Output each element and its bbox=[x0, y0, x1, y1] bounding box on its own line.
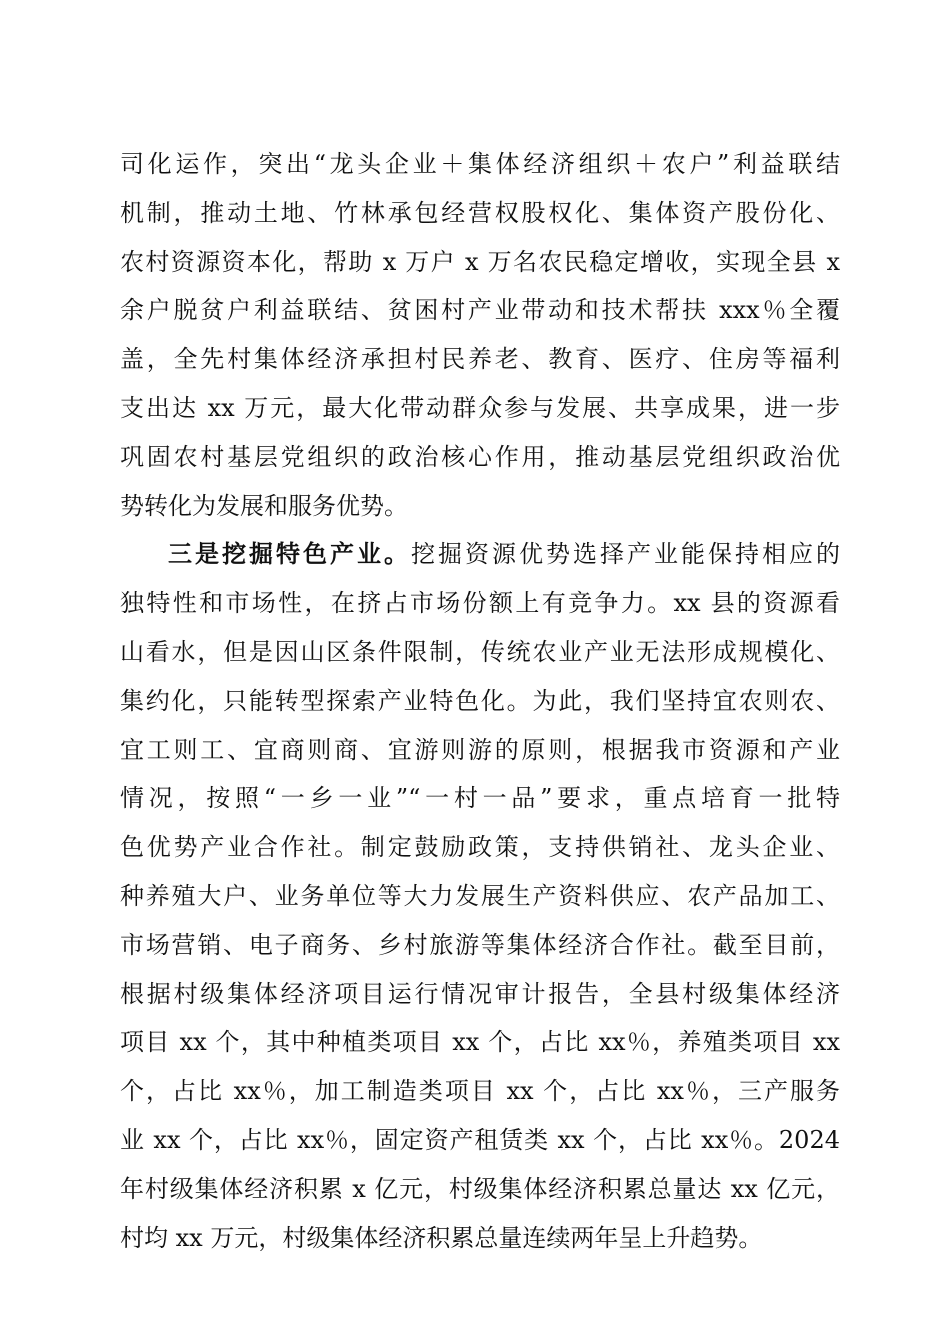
paragraph-line: 山看水，但是因山区条件限制，传统农业产业无法形成规模化、 bbox=[120, 637, 840, 666]
paragraph-line: 余户脱贫户利益联结、贫困村产业带动和技术帮扶 xxx％全覆 bbox=[120, 296, 840, 325]
paragraph-line-text: 挖掘资源优势选择产业能保持相应的 bbox=[411, 540, 840, 569]
paragraph-line: 机制，推动土地、竹林承包经营权股权化、集体资产股份化、 bbox=[120, 198, 840, 227]
paragraph-line: 种养殖大户、业务单位等大力发展生产资料供应、农产品加工、 bbox=[120, 881, 840, 910]
paragraph-heading: 三是挖掘特色产业。 bbox=[168, 539, 411, 569]
paragraph-first-line bbox=[120, 530, 840, 579]
paragraph-line: 个，占比 xx％，加工制造类项目 xx 个，占比 xx％，三产服务 bbox=[120, 1077, 840, 1106]
paragraph-line: 司化运作，突出“龙头企业＋集体经济组织＋农户”利益联结 bbox=[120, 150, 840, 178]
paragraph-line: 项目 xx 个，其中种植类项目 xx 个，占比 xx％，养殖类项目 xx bbox=[120, 1028, 840, 1057]
paragraph-line: 集约化，只能转型探索产业特色化。为此，我们坚持宜农则农、 bbox=[120, 686, 840, 715]
paragraph-line: 业 xx 个，占比 xx％，固定资产租赁类 xx 个，占比 xx％。2024 bbox=[120, 1125, 840, 1154]
paragraph-line: 村均 xx 万元，村级集体经济积累总量连续两年呈上升趋势。 bbox=[120, 1223, 763, 1252]
paragraph-line: 支出达 xx 万元，最大化带动群众参与发展、共享成果，进一步 bbox=[120, 393, 840, 422]
paragraph-line: 农村资源资本化，帮助 x 万户 x 万名农民稳定增收，实现全县 x bbox=[120, 247, 840, 276]
paragraph-line: 巩固农村基层党组织的政治核心作用，推动基层党组织政治优 bbox=[120, 442, 840, 471]
paragraph-line: 年村级集体经济积累 x 亿元，村级集体经济积累总量达 xx 亿元， bbox=[120, 1174, 840, 1203]
paragraph-line: 盖，全先村集体经济承担村民养老、教育、医疗、住房等福利 bbox=[120, 345, 840, 374]
paragraph-line: 宜工则工、宜商则商、宜游则游的原则，根据我市资源和产业 bbox=[120, 735, 840, 764]
paragraph-line: 市场营销、电子商务、乡村旅游等集体经济合作社。截至目前， bbox=[120, 930, 840, 959]
paragraph-line: 色优势产业合作社。制定鼓励政策，支持供销社、龙头企业、 bbox=[120, 833, 840, 862]
paragraph-line: 独特性和市场性，在挤占市场份额上有竞争力。xx 县的资源看 bbox=[120, 589, 840, 618]
paragraph-line: 根据村级集体经济项目运行情况审计报告，全县村级集体经济 bbox=[120, 979, 840, 1008]
paragraph-2 bbox=[120, 530, 840, 1262]
paragraph-line: 情况，按照“一乡一业”“一村一品”要求，重点培育一批特 bbox=[120, 784, 840, 813]
paragraph-1 bbox=[120, 140, 840, 530]
document-body bbox=[120, 140, 840, 1262]
paragraph-line: 势转化为发展和服务优势。 bbox=[120, 491, 408, 520]
